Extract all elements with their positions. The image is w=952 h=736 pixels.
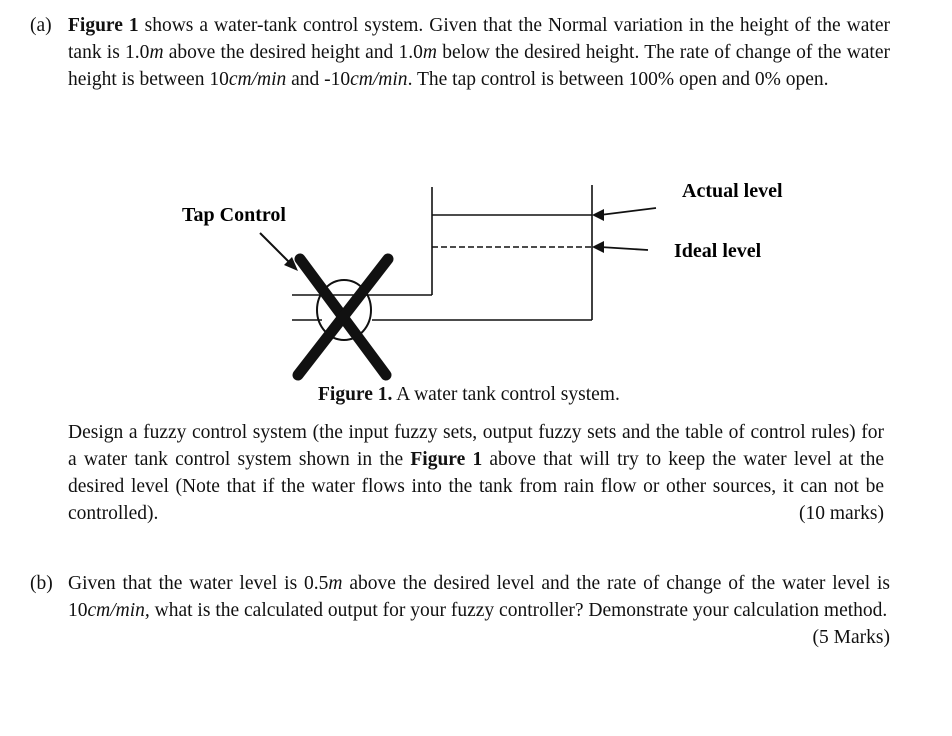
actual-arrow-shaft — [600, 208, 656, 215]
question-b-label: (b) — [30, 573, 53, 594]
figure-ref: Figure 1 — [410, 449, 483, 470]
design-paragraph: Design a fuzzy control system (the input fuzzy sets, output fuzzy sets and the table of control rules) for a water tank control system shown in the Figure 1 above that will try to keep the water level at the desired level (Note that if the water flows into the tank from rain flow or other sources, it can not be controlled). (10 marks) — [68, 419, 884, 527]
ideal-level-label: Ideal level — [674, 240, 762, 262]
actual-arrow-head — [592, 209, 604, 221]
ideal-arrow-head — [592, 241, 604, 253]
question-a-text: Figure 1 shows a water-tank control system. Given that the Normal variation in the height of the water tank is 1.0m above the desired height and 1.0m below the desired height. The rate of change of the water height is between 10cm/min and -10cm/min. The tap control is between 100% open and 0% open. — [68, 15, 890, 90]
tap-control-label: Tap Control — [182, 204, 286, 226]
marks-b: (5 Marks) — [812, 627, 890, 648]
question-b — [30, 570, 890, 651]
marks-a: (10 marks) — [798, 503, 884, 524]
figure-ref: Figure 1 — [68, 15, 139, 36]
question-a-label: (a) — [30, 15, 52, 36]
valve-icon — [298, 259, 388, 375]
water-tank-figure — [160, 175, 820, 390]
ideal-arrow-shaft — [600, 247, 648, 250]
figure-caption: Figure 1. A water tank control system. — [318, 384, 620, 405]
actual-level-label: Actual level — [682, 180, 783, 202]
tap-arrow-shaft — [260, 233, 290, 263]
question-b-text: Given that the water level is 0.5m above the desired level and the rate of change of the water level is 10cm/min, what is the calculated output for your fuzzy controller? Demonstrate your calculation method. (5 Marks) — [68, 570, 890, 651]
question-a — [30, 12, 890, 93]
